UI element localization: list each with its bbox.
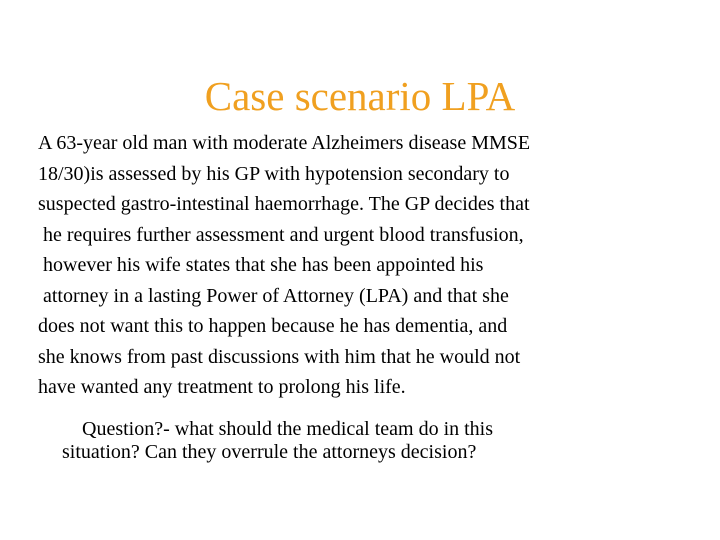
case-line: he requires further assessment and urgent blood transfusion, — [38, 223, 524, 246]
case-line: suspected gastro-intestinal haemorrhage. The GP decides that — [38, 193, 530, 215]
case-line: does not want this to happen because he has dementia, and — [38, 315, 508, 337]
slide-title: Case scenario LPA — [204, 73, 516, 119]
question-text — [62, 418, 702, 464]
case-description — [38, 128, 698, 403]
question-line: Question?- what should the medical team do in this — [62, 418, 494, 440]
case-line: 18/30)is assessed by his GP with hypotension secondary to — [38, 162, 510, 185]
case-line: however his wife states that she has been appointed his — [38, 254, 484, 276]
question-line: situation? Can they overrule the attorneys decision? — [62, 441, 477, 463]
case-line: A 63-year old man with moderate Alzheimers disease MMSE — [38, 132, 531, 154]
case-line: have wanted any treatment to prolong his life. — [38, 376, 406, 398]
case-line: attorney in a lasting Power of Attorney (LPA) and that she — [38, 284, 509, 307]
case-line: she knows from past discussions with him that he would not — [38, 345, 521, 368]
